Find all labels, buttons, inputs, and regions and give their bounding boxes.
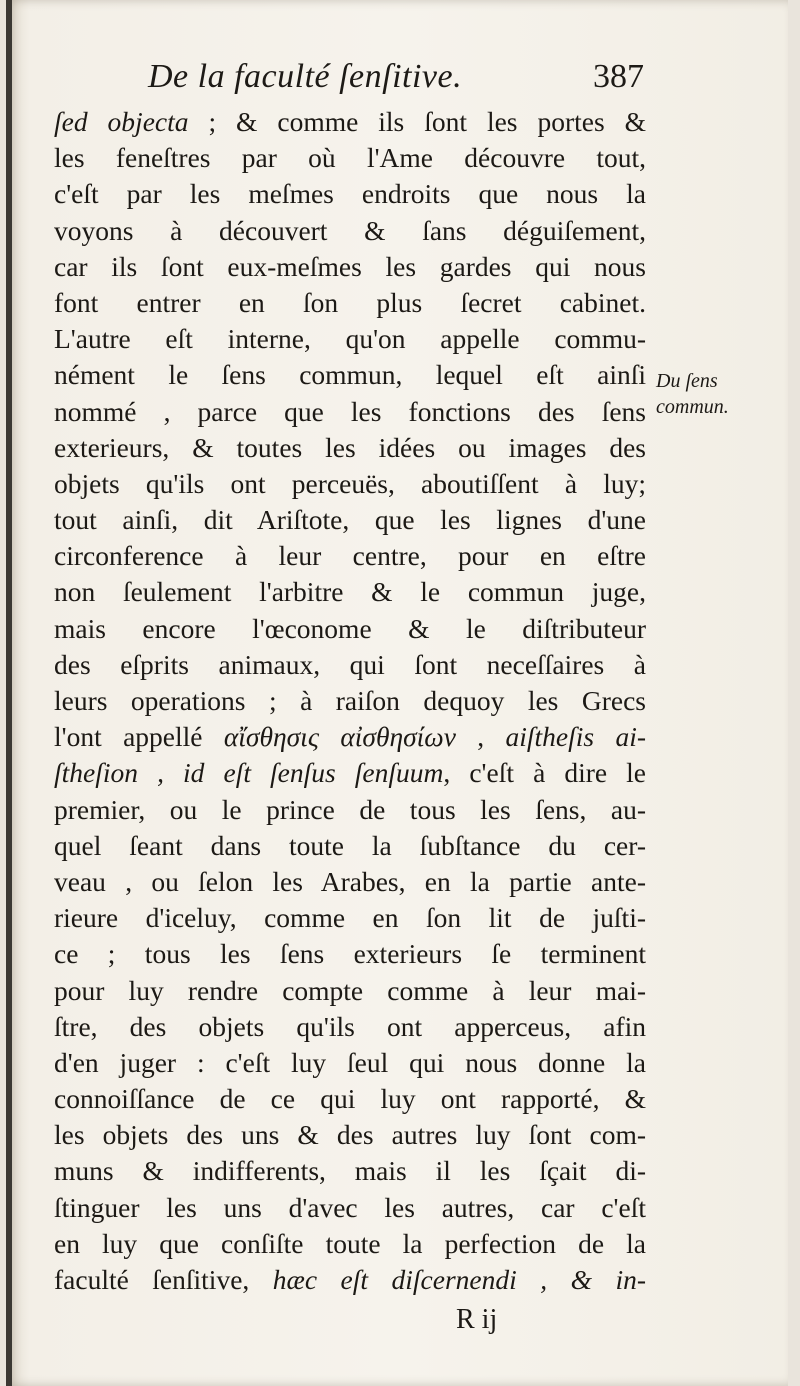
- text-line: [54, 755, 646, 791]
- text-line: [54, 936, 646, 972]
- italic-text: ſtheſion , id eſt ſenſus ſenſuum: [54, 757, 444, 789]
- text-segment: objets qu'ils ont perceuës, aboutiſſent à luy;: [54, 467, 646, 499]
- text-line: [54, 1262, 646, 1298]
- text-line: [54, 1045, 646, 1081]
- text-line: [54, 394, 646, 430]
- text-segment: mais encore l'œconome & le diſtributeur: [54, 612, 646, 644]
- italic-text: aiſtheſis ai-: [505, 721, 646, 753]
- running-title: De la faculté ſenſitive.: [148, 58, 463, 95]
- text-segment: c'eſt par les meſmes endroits que nous la: [54, 178, 646, 210]
- text-line: [54, 683, 646, 719]
- text-segment: pour luy rendre compte comme à leur mai-: [54, 974, 646, 1006]
- marginal-note: [656, 368, 776, 420]
- page-number: 387: [593, 58, 644, 95]
- text-segment: , c'eſt à dire le: [443, 757, 647, 789]
- text-segment: circonference à leur centre, pour en eſtre: [54, 540, 646, 572]
- text-segment: muns & indifferents, mais il les ſçait di-: [54, 1155, 646, 1187]
- text-segment: quel ſeant dans toute la ſubſtance du cer-: [54, 829, 646, 861]
- text-segment: des eſprits animaux, qui ſont neceſſaires à: [54, 648, 646, 680]
- page-binding-edge: [6, 0, 12, 1386]
- text-segment: exterieurs, & toutes les idées ou images des: [54, 431, 646, 463]
- text-segment: ; & comme ils ſont les portes &: [188, 106, 646, 137]
- text-line: [54, 611, 646, 647]
- text-line: [54, 973, 646, 1009]
- text-segment: rieure d'iceluy, comme en ſon lit de juſti-: [54, 902, 646, 934]
- text-segment: nément le ſens commun, lequel eſt ainſi: [54, 359, 646, 391]
- text-line: [54, 1081, 646, 1117]
- text-line: [54, 502, 646, 538]
- text-line: [54, 1117, 646, 1153]
- text-line: [54, 285, 646, 321]
- text-line: [54, 574, 646, 610]
- text-segment: font entrer en ſon plus ſecret cabinet.: [54, 286, 646, 318]
- text-segment: L'autre eſt interne, qu'on appelle commu-: [54, 323, 646, 355]
- text-segment: voyons à découvert & ſans déguiſement,: [54, 214, 646, 246]
- text-segment: non ſeulement l'arbitre & le commun juge,: [54, 576, 646, 608]
- text-segment: les feneſtres par où l'Ame découvre tout,: [54, 142, 646, 174]
- marginal-note-line: Du ſens: [656, 370, 718, 392]
- text-segment: les objets des uns & des autres luy ſont com-: [54, 1119, 646, 1151]
- text-line: [54, 140, 646, 176]
- text-line: [54, 864, 646, 900]
- text-segment: l'ont appellé: [54, 721, 224, 753]
- text-line: [54, 430, 646, 466]
- text-segment: faculté ſenſitive,: [54, 1264, 273, 1295]
- text-line: [54, 213, 646, 249]
- text-line: [54, 466, 646, 502]
- text-line: [54, 538, 646, 574]
- italic-text: hæc eſt diſcernendi , & in-: [272, 1264, 647, 1295]
- italic-text: αἴσθησις αἰσθησίων: [223, 721, 456, 753]
- text-segment: ce ; tous les ſens exterieurs ſe terminent: [54, 938, 646, 970]
- italic-text: ſed objecta: [54, 106, 189, 137]
- text-line: [54, 1226, 646, 1262]
- text-line: [54, 1009, 646, 1045]
- text-line: [54, 1153, 646, 1189]
- text-segment: ,: [455, 721, 506, 753]
- text-line: [54, 104, 646, 140]
- text-segment: premier, ou le prince de tous les ſens, au-: [54, 793, 646, 825]
- text-segment: connoiſſance de ce qui luy ont rapporté, &: [54, 1083, 646, 1115]
- text-segment: en luy que conſiſte toute la perfection de la: [54, 1227, 646, 1259]
- book-page: [6, 0, 788, 1386]
- text-segment: veau , ou ſelon les Arabes, en la partie ante-: [54, 865, 646, 897]
- text-segment: d'en juger : c'eſt luy ſeul qui nous donne la: [54, 1046, 646, 1078]
- marginal-note-line: commun.: [656, 396, 729, 418]
- text-line: [54, 249, 646, 285]
- text-line: [54, 900, 646, 936]
- text-line: [54, 176, 646, 212]
- text-line: [54, 719, 646, 755]
- text-segment: nommé , parce que les fonctions des ſens: [54, 395, 646, 427]
- text-segment: ſtinguer les uns d'avec les autres, car c'eſt: [54, 1191, 646, 1223]
- body-text: [54, 104, 646, 1298]
- text-segment: tout ainſi, dit Ariſtote, que les lignes d'une: [54, 504, 646, 536]
- signature-mark: R ij: [456, 1304, 498, 1335]
- text-line: [54, 357, 646, 393]
- text-line: [54, 321, 646, 357]
- text-line: [54, 1190, 646, 1226]
- text-line: [54, 647, 646, 683]
- text-segment: leurs operations ; à raiſon dequoy les Grecs: [54, 685, 646, 716]
- text-segment: car ils ſont eux-meſmes les gardes qui nous: [54, 250, 646, 282]
- text-segment: ſtre, des objets qu'ils ont apperceus, afin: [54, 1010, 646, 1042]
- page-header: [58, 58, 644, 102]
- text-line: [54, 828, 646, 864]
- text-line: [54, 792, 646, 828]
